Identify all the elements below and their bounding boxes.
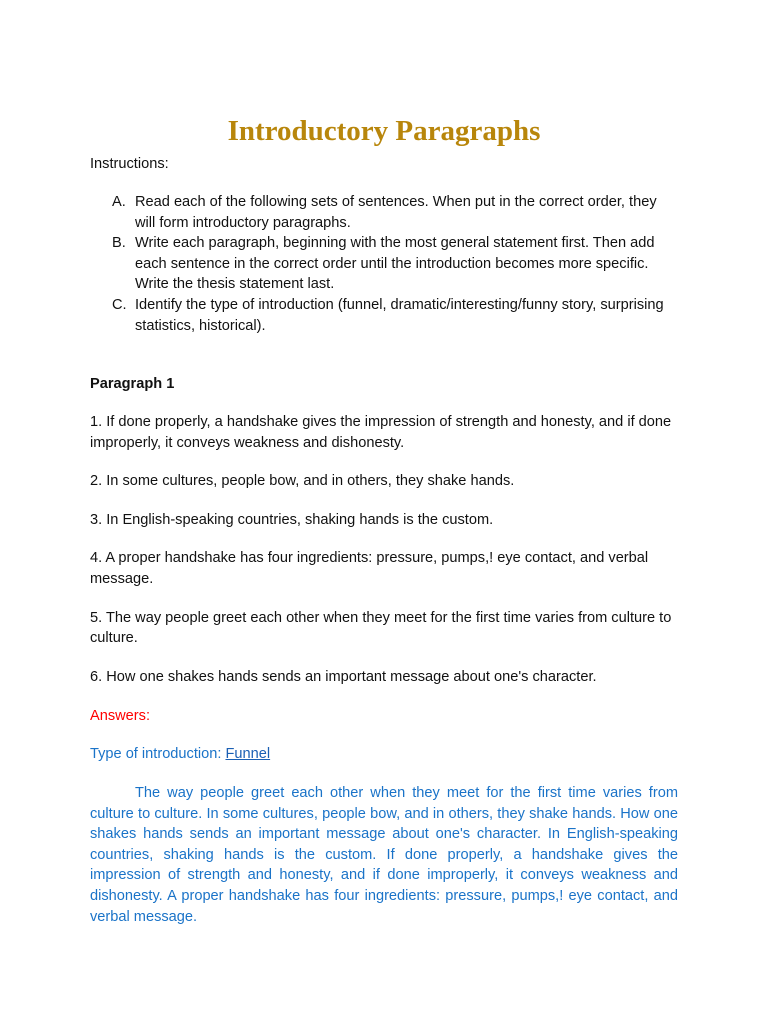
sentence-item: 4. A proper handshake has four ingredients: pressure, pumps,! eye contact, and verbal message. (90, 550, 649, 587)
answers-label: Answers: (90, 708, 151, 724)
sentence-item: 3. In English-speaking countries, shaking hands is the custom. (90, 511, 494, 528)
instruction-text: Read each of the following sets of sentences. When put in the correct order, they will form introductory paragraphs. (135, 194, 657, 231)
sentence-item: 6. How one shakes hands sends an important message about one's character. (90, 668, 597, 685)
instructions-list (90, 192, 678, 336)
sentence-item: 2. In some cultures, people bow, and in others, they shake hands. (90, 473, 515, 490)
introduction-type-link[interactable]: Funnel (225, 746, 271, 762)
instruction-text: Write each paragraph, beginning with the most general statement first. Then add each sentence in the correct order until the introduction becomes more specific. Write the thesis statement last. (135, 235, 655, 293)
instruction-letter: C. (112, 296, 127, 313)
instruction-item-b (90, 233, 678, 295)
instruction-text: Identify the type of introduction (funnel, dramatic/interesting/funny story, surprising statistics, historical). (135, 296, 664, 334)
instructions-label: Instructions: (90, 156, 169, 172)
answer-paragraph: The way people greet each other when they meet for the first time varies from culture to culture. In some cultures, people bow, and in others, they shake hands. How one shakes hands sends an important message about one's character. In English-speaking countries, shaking hands is the custom. If done properly, a handshake gives the impression of strength and honesty, and if done improperly, it conveys weakness and dishonesty. A proper handshake has four ingredients: pressure, pumps,! eye contact, and verbal message. (90, 785, 678, 925)
instruction-letter: A. (112, 194, 126, 210)
sentence-item: 1. If done properly, a handshake gives the impression of strength and honesty, and if done improperly, it conveys weakness and dishonesty. (90, 414, 672, 451)
sentence-list (90, 412, 678, 705)
sentence-item: 5. The way people greet each other when they meet for the first time varies from culture to culture. (90, 609, 672, 647)
instruction-letter: B. (112, 235, 126, 252)
instruction-item-a (90, 192, 678, 233)
instruction-item-c (90, 295, 678, 336)
paragraph-heading: Paragraph 1 (90, 376, 175, 392)
introduction-type (90, 744, 270, 764)
introduction-type-label: Type of introduction: (90, 746, 226, 762)
page-title: Introductory Paragraphs (227, 115, 541, 147)
